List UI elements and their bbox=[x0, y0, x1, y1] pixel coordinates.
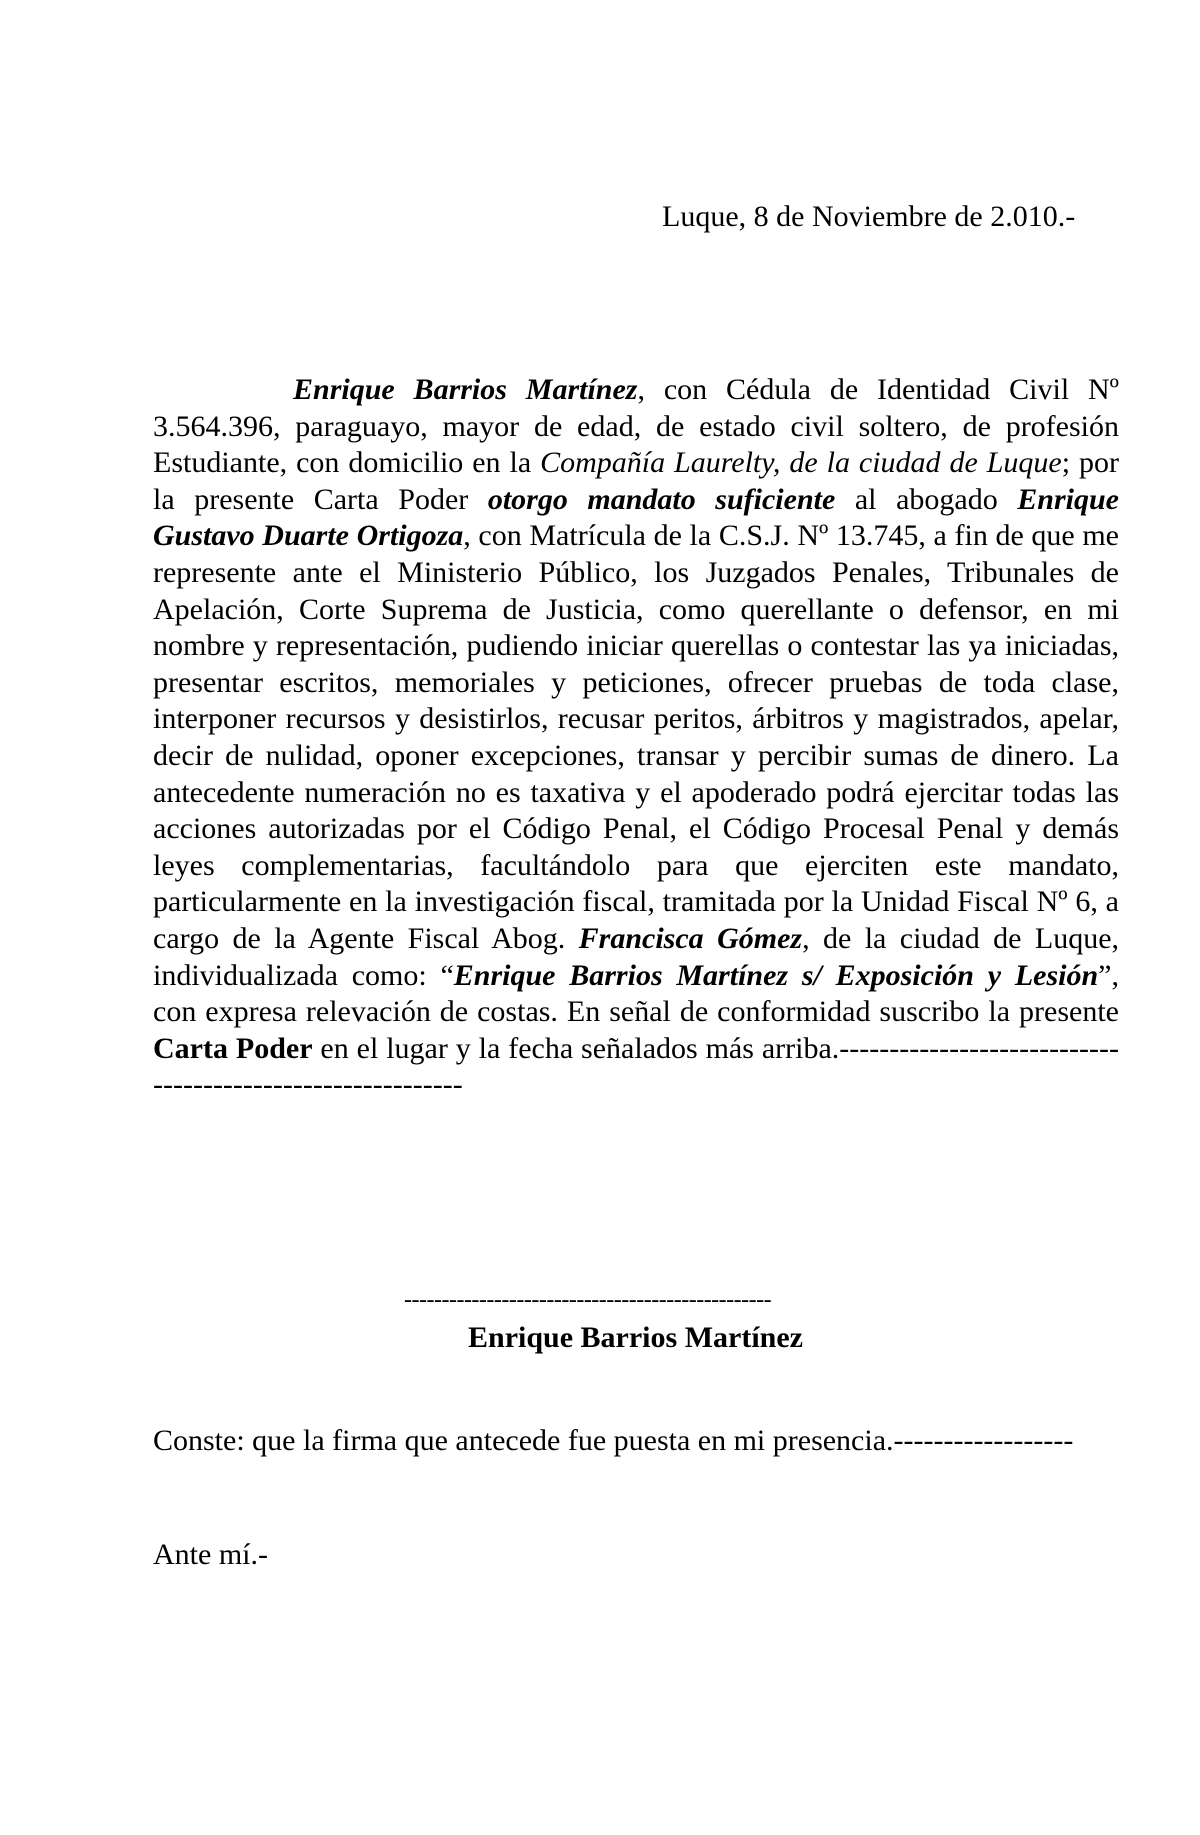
doc-title: Carta Poder bbox=[153, 1031, 313, 1065]
signature-name: Enrique Barrios Martínez bbox=[468, 1321, 803, 1354]
body-text-1: , con Cédula de Identidad Civil Nº 3.564.396, paraguayo, mayor de edad, de estado civil soltero, de profesión Estudiante, con domicilio en la bbox=[153, 373, 1119, 480]
closing-line: Ante mí.- bbox=[153, 1538, 268, 1571]
body-text-6: ”, con expresa relevación de costas. En señal de conformidad suscribo la presente bbox=[153, 958, 1119, 1029]
mandate-phrase: otorgo mandato suficiente bbox=[487, 482, 836, 516]
attorney-name: Enrique Gustavo Duarte Ortigoza bbox=[153, 482, 1119, 553]
prosecutor-name: Francisca Gómez bbox=[578, 921, 803, 955]
case-title: Enrique Barrios Martínez s/ Exposición y Lesión bbox=[453, 958, 1099, 992]
body-text-2: ; por la presente Carta Poder bbox=[153, 446, 1119, 516]
signature-line: ------------------------------------------------- bbox=[404, 1287, 772, 1313]
date-line: Luque, 8 de Noviembre de 2.010.- bbox=[662, 200, 1076, 233]
domicile: Compañía Laurelty, de la ciudad de Luque bbox=[540, 446, 1062, 480]
grantor-name: Enrique Barrios Martínez bbox=[293, 373, 638, 406]
body-text-5: , de la ciudad de Luque, individualizada como: “ bbox=[153, 921, 1120, 992]
body-paragraph bbox=[153, 372, 1119, 1104]
attestation-line: Conste: que la firma que antecede fue puesta en mi presencia.------------------ bbox=[153, 1424, 1074, 1457]
body-text-4: , con Matrícula de la C.S.J. Nº 13.745, a fin de que me represente ante el Ministerio Público, los Juzgados Penales, Tribunales de Apelación, Corte Suprema de Justicia, como querellante o defensor, en mi nombre y representación, pudiendo iniciar querellas o contestar las ya iniciadas, presentar escritos, memoriales y peticiones, ofrecer pruebas de toda clase, interponer recursos y desistirlos, recusar peritos, árbitros y magistrados, apelar, decir de nulidad, oponer excepciones, transar y percibir sumas de dinero. La antecedente numeración no es taxativa y el apoderado podrá ejercitar todas las acciones autorizadas por el Código Penal, el Código Procesal Penal y demás leyes complementarias, facultándolo para que ejerciten este mandato, particularmente en la investigación fiscal, tramitada por la Unidad Fiscal Nº 6, a cargo de la Agente Fiscal Abog. bbox=[153, 519, 1119, 955]
body-text-3: al abogado bbox=[835, 482, 1018, 516]
body-text-7: en el lugar y la fecha señalados más arriba.----------------------------------------------------------- bbox=[153, 1031, 1119, 1102]
